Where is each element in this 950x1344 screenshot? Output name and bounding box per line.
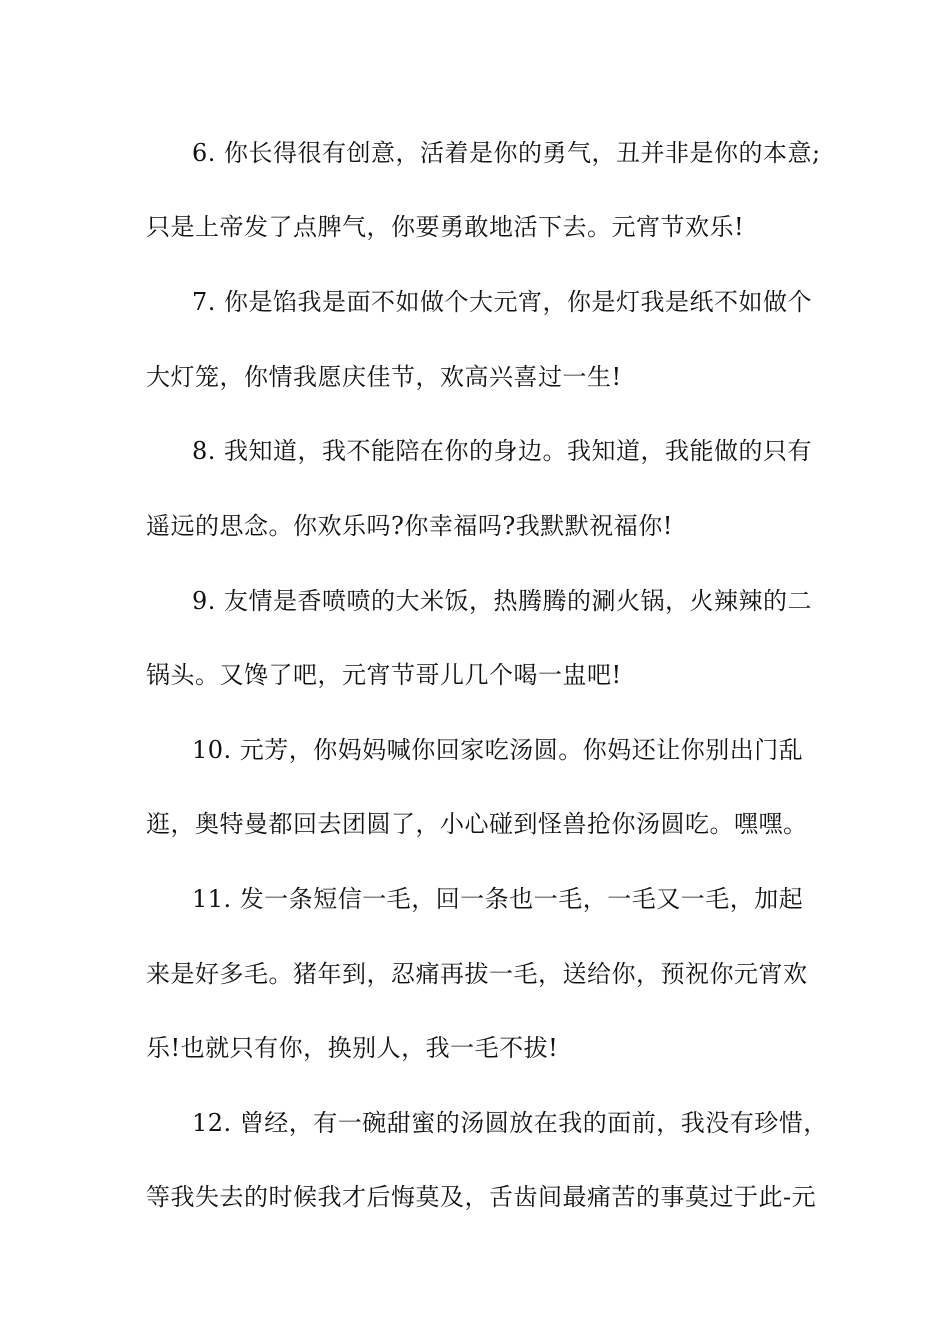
paragraph-10-line-2: 逛，奥特曼都回去团圆了，小心碰到怪兽抢你汤圆吃。嘿嘿。 <box>146 810 808 838</box>
paragraph-12-line-1: 12. 曾经，有一碗甜蜜的汤圆放在我的面前，我没有珍惜， <box>192 1109 828 1137</box>
paragraph-9-line-1: 9. 友情是香喷喷的大米饭，热腾腾的涮火锅，火辣辣的二 <box>192 587 813 615</box>
paragraph-11-line-1: 11. 发一条短信一毛，回一条也一毛，一毛又一毛，加起 <box>192 885 804 913</box>
paragraph-12-line-2: 等我失去的时候我才后悔莫及，舌齿间最痛苦的事莫过于此-元 <box>146 1183 817 1211</box>
paragraph-8-line-1: 8. 我知道，我不能陪在你的身边。我知道，我能做的只有 <box>192 437 813 465</box>
paragraph-7-line-2: 大灯笼，你情我愿庆佳节，欢高兴喜过一生! <box>146 363 622 391</box>
paragraph-9-line-2: 锅头。又馋了吧，元宵节哥儿几个喝一盅吧! <box>146 661 622 689</box>
paragraph-8-line-2: 遥远的思念。你欢乐吗?你幸福吗?我默默祝福你! <box>146 512 673 540</box>
paragraph-7-line-1: 7. 你是馅我是面不如做个大元宵，你是灯我是纸不如做个 <box>192 288 813 316</box>
paragraph-11-line-2: 来是好多毛。猪年到，忍痛再拔一毛，送给你，预祝你元宵欢 <box>146 960 808 988</box>
paragraph-6-line-1: 6. 你长得很有创意，活着是你的勇气，丑并非是你的本意; <box>192 139 821 167</box>
paragraph-10-line-1: 10. 元芳，你妈妈喊你回家吃汤圆。你妈还让你别出门乱 <box>192 736 804 764</box>
paragraph-6-line-2: 只是上帝发了点脾气，你要勇敢地活下去。元宵节欢乐! <box>146 213 745 241</box>
paragraph-11-line-3: 乐!也就只有你，换别人，我一毛不拔! <box>146 1034 559 1062</box>
